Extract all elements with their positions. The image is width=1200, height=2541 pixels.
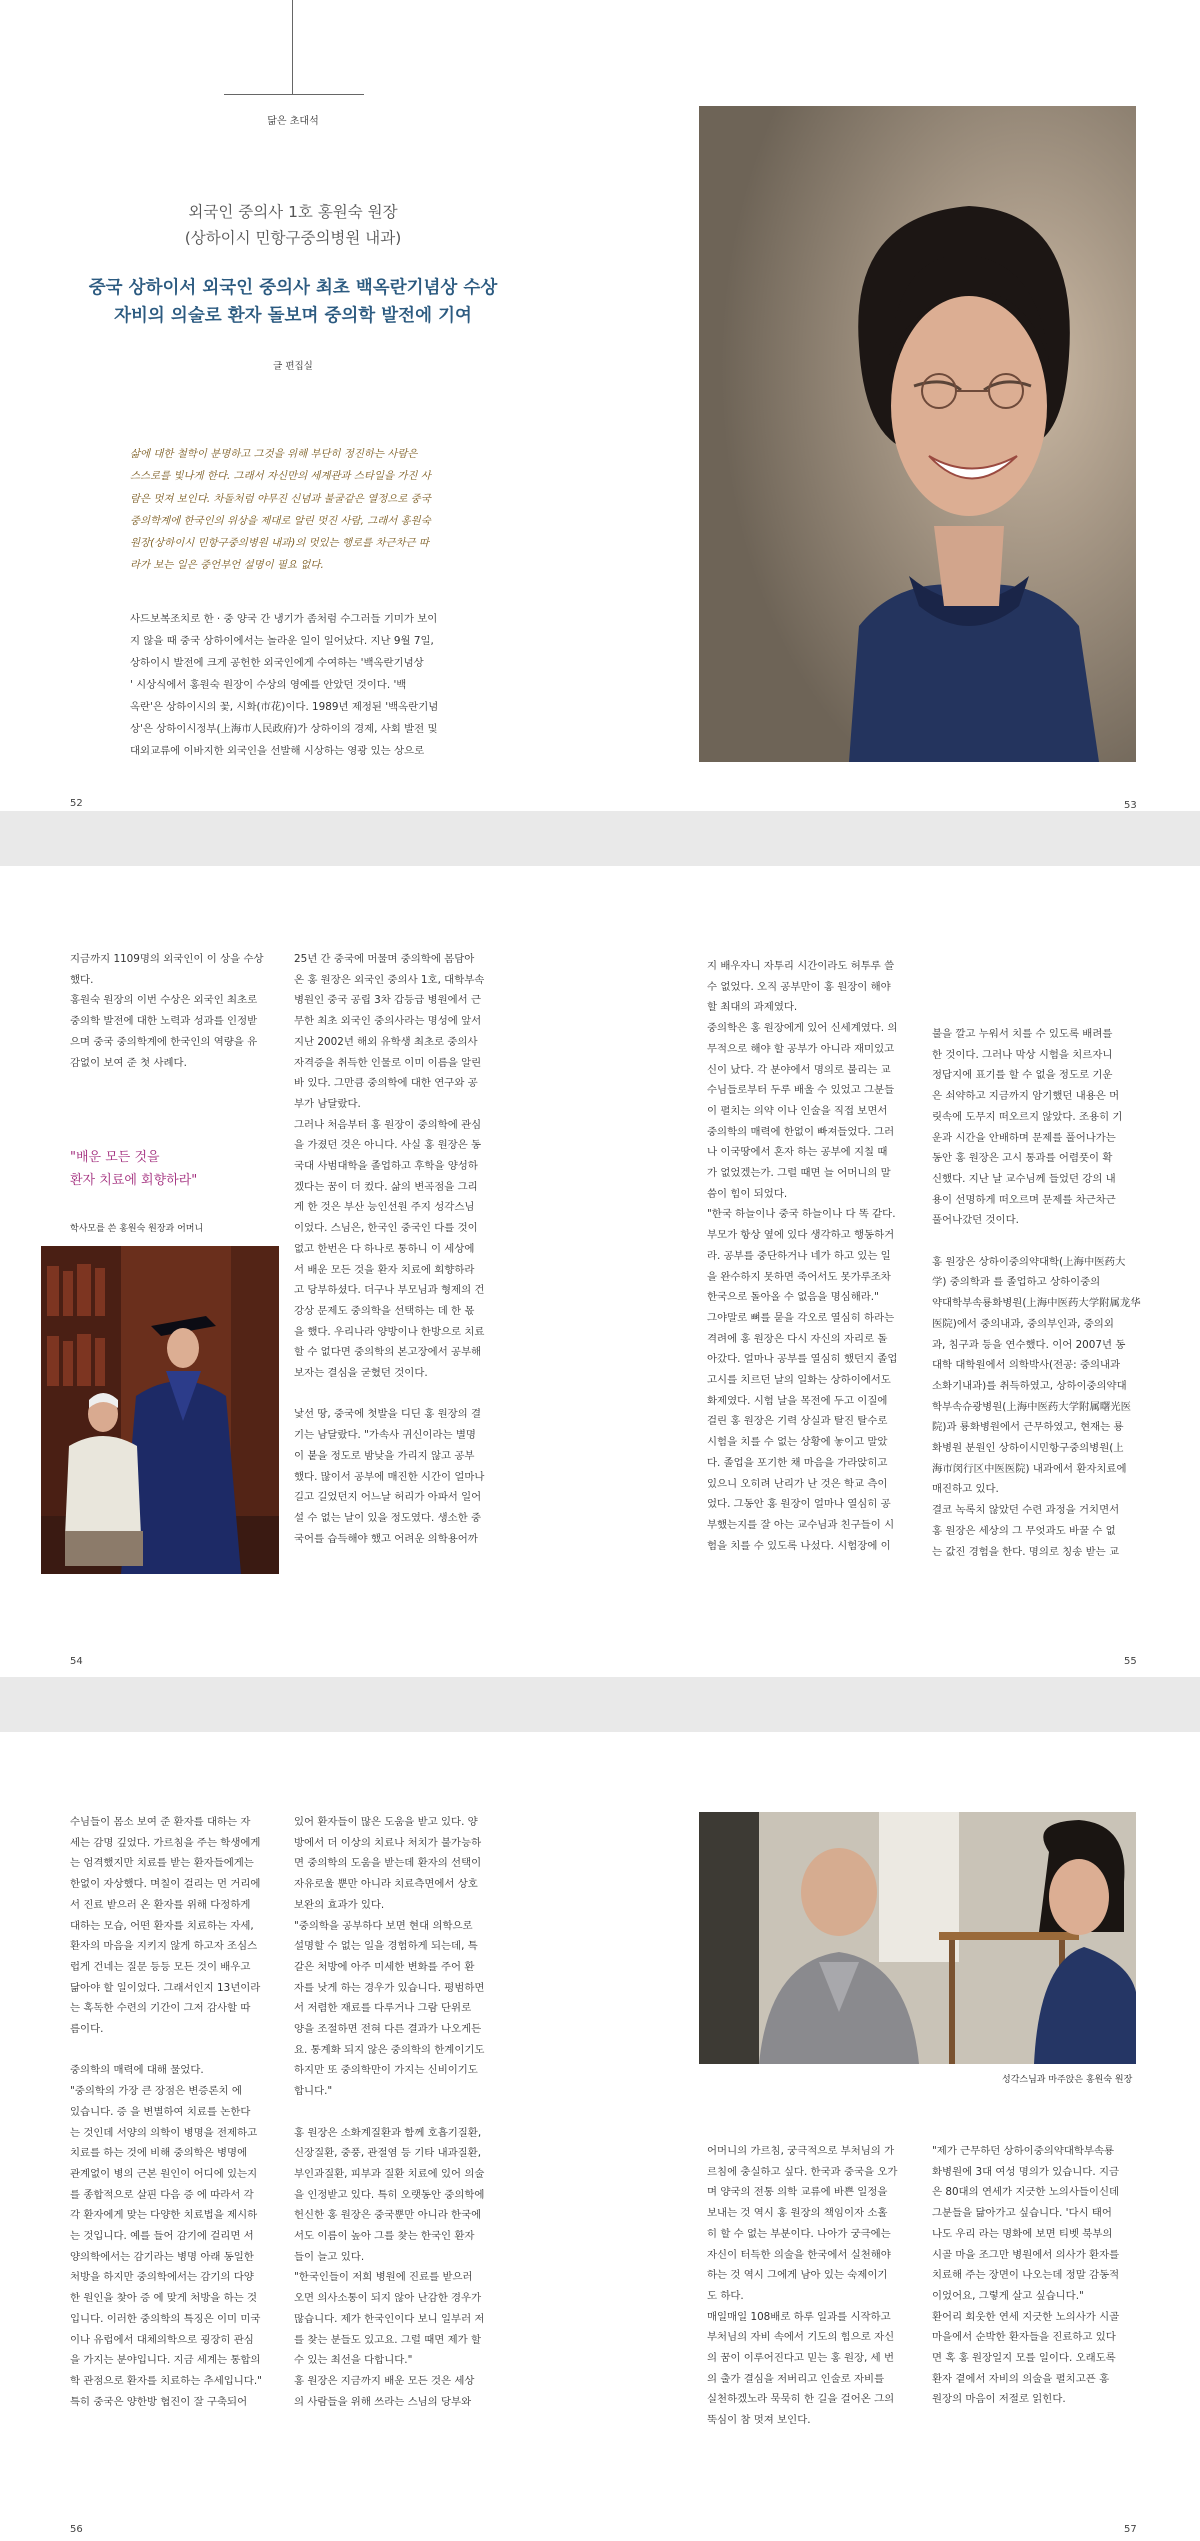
text-line: 院)과 룡화병원에서 근무하였고, 현재는 룡 (932, 1421, 1124, 1434)
text-line: "제가 근무하던 상하이중의약대학부속룡 (932, 2145, 1115, 2157)
text-line (294, 1384, 506, 1405)
spread-pages-54-55 (0, 866, 1200, 1677)
byline: 글 편집실 (273, 361, 313, 372)
text-line: "중의학의 가장 큰 장점은 변증론치 에 (70, 2085, 242, 2098)
subtitle-line-1: 외국인 중의사 1호 홍원숙 원장 (188, 203, 398, 221)
text-line: 오면 의사소통이 되지 않아 난감한 경우가 (294, 2292, 482, 2305)
text-line: 헌신한 홍 원장은 중국뿐만 아니라 한국에 (294, 2209, 482, 2222)
text-line: 이나 유럽에서 대체의학으로 굉장히 관심 (70, 2333, 254, 2346)
text-line: 수 있는 최선을 다합니다." (294, 2354, 413, 2367)
text-line: 럽게 건네는 질문 등등 모든 것이 배우고 (70, 1960, 251, 1973)
text-line: 은 쇠약하고 지금까지 암기했던 내용은 머 (932, 1090, 1120, 1103)
text-line: 소화기내과)를 취득하였고, 상하이중의약대 (932, 1379, 1127, 1392)
graduation-illustration (41, 1246, 279, 1574)
text-line: 중의학 발전에 대한 노력과 성과를 인정받 (70, 1015, 258, 1028)
text-line: 동안 홍 원장은 고시 통과를 어렴풋이 확 (932, 1152, 1113, 1165)
text-line: 병원인 중국 공립 3차 갑등급 병원에서 근 (294, 994, 482, 1007)
text-line: 그러나 처음부터 홍 원장이 중의학에 관심 (294, 1118, 482, 1131)
text-line: 히 할 수 없는 부분이다. 나아가 궁극에는 (707, 2227, 891, 2240)
text-line: 학 관점으로 환자를 치료하는 추세입니다." (70, 2374, 262, 2387)
text-line: 를 찾는 분들도 있고요. 그럴 때면 제가 할 (294, 2333, 482, 2346)
text-line: 는 엄격했지만 치료를 받는 환자들에게는 (70, 1857, 254, 1870)
text-line: 의 꿈이 이루어진다고 믿는 홍 원장, 세 번 (707, 2352, 895, 2365)
text-line: 처방을 하지만 중의학에서는 감기의 다양 (70, 2271, 254, 2284)
text-line: 없고 한번은 다 하나로 통하니 이 세상에 (294, 1242, 475, 1255)
text-line: 서도 이름이 높아 그를 찾는 한국인 환자 (294, 2230, 475, 2243)
text-line: 며 양국의 전통 의학 교류에 바쁜 일정을 (707, 2186, 888, 2199)
text-line: 험을 치를 수 있도록 나섰다. 시험장에 이 (707, 1539, 891, 1552)
text-line: 서 저렴한 재료를 다루거나 그람 단위로 (294, 2002, 472, 2015)
page-52 (0, 0, 600, 811)
text-line: 요. 통계화 되지 않은 중의학의 한계이기도 (294, 2043, 485, 2056)
text-line: 화병원에 3대 여성 명의가 있습니다. 지금 (932, 2165, 1120, 2178)
text-line: "중의학을 공부하다 보면 현대 의학으로 (294, 1919, 473, 1932)
column-3 (707, 2141, 919, 2431)
text-line: 결코 녹록치 않았던 수련 과정을 거치면서 (932, 1504, 1120, 1517)
text-line: 방에서 더 이상의 치료나 처치가 불가능하 (294, 1836, 482, 1849)
text-line: 을 인정받고 있다. 특히 오랫동안 중의학에 (294, 2188, 485, 2201)
lead-line: 스스로를 빛나게 한다. 그래서 자신만의 세계관과 스타일을 가진 사 (130, 470, 431, 483)
text-line: 화제였다. 시험 날을 목전에 두고 이질에 (707, 1394, 888, 1407)
text-line: 어머니의 가르침, 궁극적으로 부처님의 가 (707, 2145, 895, 2157)
text-line: 을 가지는 분야입니다. 지금 세계는 통합의 (70, 2354, 261, 2367)
page-number: 54 (70, 1656, 83, 1667)
text-line: 릿속에 도무지 떠오르지 않았다. 조용히 기 (932, 1110, 1123, 1123)
subtitle-line-2: (상하이시 민항구중의병원 내과) (184, 229, 402, 247)
text-line: 신했다. 지난 날 교수님께 들었던 강의 내 (932, 1172, 1116, 1185)
text-line: 부처님의 자비 속에서 기도의 힘으로 자신 (707, 2331, 895, 2344)
text-line: 양의학에서는 감기라는 병명 아래 동일한 (70, 2250, 254, 2263)
text-line: 이었다. 스님은, 한국인 중국인 다를 것이 (294, 1222, 478, 1235)
page-number: 56 (70, 2524, 83, 2535)
body-line: 옥란'은 상하이시의 꽃, 시화(市花)이다. 1989년 제정된 '백옥란기념 (130, 701, 439, 713)
column-2 (294, 1812, 506, 2412)
text-line: 라. 공부를 중단하거나 네가 하고 있는 일 (707, 1249, 891, 1262)
text-line: 서 진료 받으러 온 환자를 위해 다정하게 (70, 1898, 251, 1911)
pull-quote (70, 1146, 280, 1192)
text-line: 길고 길었던지 어느날 허리가 아파서 일어 (294, 1491, 482, 1504)
text-line: 보자는 결심을 굳혔던 것이다. (294, 1367, 428, 1380)
body-line: 지 않을 때 중국 상하이에서는 놀라운 일이 일어났다. 지난 9월 7일, (130, 635, 434, 647)
text-line: 환자의 마음을 지키지 않게 하고자 조심스 (70, 1940, 258, 1953)
text-line: 실천하겠노라 묵묵히 한 길을 걸어온 그의 (707, 2393, 895, 2406)
header-rule-horizontal (224, 94, 364, 95)
text-line (932, 1231, 1142, 1252)
text-line: 의 출가 결심을 저버리고 인술로 자비를 (707, 2372, 885, 2385)
lead-line: 삶에 대한 철학이 분명하고 그것을 위해 부단히 정진하는 사람은 (130, 448, 418, 460)
text-line: 씀이 힘이 되었다. (707, 1187, 788, 1200)
intro-body (130, 608, 466, 762)
text-line: 医院)에서 중의내과, 중의부인과, 중의외 (932, 1317, 1114, 1330)
body-line: 상하이시 발전에 크게 공헌한 외국인에게 수여하는 '백옥란기념상 (130, 657, 424, 669)
lead-line: 람은 멋져 보인다. 차돌처럼 야무진 신념과 불굴같은 열정으로 중국 (130, 492, 431, 505)
text-line: 고 당부하셨다. 더구나 부모님과 형제의 건 (294, 1284, 485, 1297)
title-line-1: 중국 상하이서 외국인 중의사 최초 백옥란기념상 수상 (88, 278, 498, 298)
text-line: 은 80대의 연세가 지긋한 노의사들이신데 (932, 2186, 1120, 2199)
monk-and-doctor-photo (699, 1812, 1136, 2064)
text-line: 닮아야 할 일이었다. 그래서인지 13년이라 (70, 1981, 261, 1994)
body-line: 대외교류에 이바지한 외국인을 선발해 시상하는 영광 있는 상으로 (130, 745, 425, 757)
text-line: 무적으로 해야 할 공부가 아니라 재미있고 (707, 1042, 895, 1055)
text-line: 海市闵行区中医医院) 내과에서 환자치료에 (932, 1462, 1127, 1475)
text-line: 는 것인데 서양의 의학이 병명을 전제하고 (70, 2126, 258, 2139)
pull-quote-line: 환자 치료에 회향하라" (70, 1173, 198, 1188)
text-line: 불을 깔고 누워서 치를 수 있도록 배려를 (932, 1028, 1113, 1040)
text-line: 하지만 또 중의학만이 가지는 신비이기도 (294, 2064, 478, 2077)
portrait-photo (699, 106, 1136, 762)
text-line: 지난 2002년 해외 유학생 최초로 중의사 (294, 1035, 478, 1048)
text-line: 있으니 오히려 난리가 난 것은 학교 측이 (707, 1477, 888, 1490)
text-line: 감없이 보여 준 첫 사례다. (70, 1056, 187, 1069)
text-line: 겠다는 꿈이 더 컸다. 삶의 변곡점을 그리 (294, 1180, 478, 1193)
text-line: 약대학부속룡화병원(上海中医药大学附属龙华 (932, 1297, 1141, 1310)
text-line: 할 최대의 과제였다. (707, 1001, 798, 1014)
text-line: 홍 원장은 소화계질환과 함께 호흡기질환, (294, 2126, 482, 2139)
spread-pages-52-53 (0, 0, 1200, 811)
text-line: 름이다. (70, 2023, 104, 2036)
text-line: 용이 선명하게 떠오르며 문제를 차근차근 (932, 1193, 1116, 1206)
text-line: 대하는 모습, 어떤 환자를 치료하는 자세, (70, 1919, 254, 1932)
lead-line: 중의학계에 한국인의 위상을 제대로 알린 멋진 사람, 그래서 홍원숙 (130, 514, 431, 527)
text-line: 부인과질환, 피부과 질환 치료에 있어 의술 (294, 2167, 485, 2180)
text-line: 이 붙을 정도로 밤낮을 가리지 않고 공부 (294, 1449, 475, 1462)
text-line: 보완의 효과가 있다. (294, 1898, 385, 1911)
text-line: 학부속슈광병원(上海中医药大学附属曙光医 (932, 1400, 1132, 1413)
text-line: 갈은 처방에 아주 미세한 변화를 주어 환 (294, 1960, 475, 1973)
text-line: 이 펼치는 의약 이나 인술을 직접 보면서 (707, 1104, 888, 1117)
text-line: 많습니다. 제가 한국인이다 보니 일부러 저 (294, 2312, 485, 2325)
page-56 (0, 1732, 600, 2541)
text-line: 다. 졸업을 포기한 채 마음을 가라앉히고 (707, 1456, 888, 1469)
text-line: 했다. (70, 973, 94, 986)
text-line: 을 완수하지 못하면 죽어서도 못가루조차 (707, 1270, 891, 1283)
text-line: 풀어나갔던 것이다. (932, 1214, 1019, 1227)
text-line: 설명할 수 없는 일을 경험하게 되는데, 특 (294, 1940, 478, 1953)
text-line: 기는 남달랐다. "가속사 귀신이라는 별명 (294, 1429, 476, 1442)
column-2 (294, 949, 506, 1549)
text-line: 격려에 홍 원장은 다시 자신의 자리로 돌 (707, 1332, 888, 1345)
page-57 (600, 1732, 1200, 2541)
text-line: 있습니다. 증 을 변별하여 치료를 논한다 (70, 2105, 251, 2118)
text-line: 한 것이다. 그러나 막상 시험을 치르자니 (932, 1048, 1113, 1061)
text-line: 매진하고 있다. (932, 1483, 999, 1496)
text-line: 자신이 터득한 의술을 한국에서 실천해야 (707, 2248, 891, 2261)
portrait-illustration (699, 106, 1136, 762)
text-line: 중의학은 홍 원장에게 있어 신세계였다. 의 (707, 1022, 898, 1035)
text-line: 한국으로 돌아올 수 없음을 명심해라." (707, 1291, 879, 1304)
text-line: 면 중의학의 도움을 받는데 환자의 선택이 (294, 1857, 482, 1870)
text-line: "한국 하늘이나 중국 하늘이나 다 똑 같다. (707, 1208, 896, 1221)
text-line: 있어 환자들이 많은 도움을 받고 있다. 양 (294, 1816, 478, 1828)
page-55 (600, 866, 1200, 1677)
text-line: 국대 사범대학을 졸업하고 후학을 양성하 (294, 1160, 478, 1173)
text-line: 는 혹독한 수련의 기간이 그저 감사할 따 (70, 2002, 251, 2015)
text-line: 한 원인을 찾아 증 에 맞게 처방을 하는 것 (70, 2292, 258, 2305)
text-line: 수님들로부터 두루 배울 수 있었고 그분들 (707, 1084, 895, 1097)
text-line: 치료를 하는 것에 비해 중의학은 병명에 (70, 2147, 248, 2160)
text-line: 세는 감명 깊었다. 가르침을 주는 학생에게 (70, 1836, 261, 1849)
text-line: 부했는지를 잘 아는 교수님과 친구들이 시 (707, 1518, 895, 1531)
text-line: 그야말로 뼈를 묻을 각오로 열심히 하라는 (707, 1311, 895, 1324)
body-line: 상'은 상하이시정부(上海市人民政府)가 상하이의 경제, 사회 발전 및 (130, 723, 438, 735)
text-line: 강상 문제도 중의학을 선택하는 데 한 몫 (294, 1304, 475, 1317)
text-line: 중의학의 매력에 한없이 빠져들었다. 그러 (707, 1125, 895, 1138)
text-line: 신이 났다. 각 분야에서 명의로 불리는 교 (707, 1063, 891, 1076)
lead-line: 라가 보는 일은 중언부언 설명이 필요 없다. (130, 559, 324, 572)
text-line: 25년 간 중국에 머물며 중의학에 몸담아 (294, 953, 475, 965)
text-line: 환어리 회웃한 연세 지긋한 노의사가 시골 (932, 2310, 1120, 2323)
text-line: 었다. 그동안 홍 원장이 얼마나 열심히 공 (707, 1498, 891, 1511)
section-tag: 닮은 초대석 (267, 116, 319, 127)
text-line: 면 혹 홍 원장일지 모를 일이다. 오래도록 (932, 2352, 1116, 2365)
body-line: ' 시상식에서 홍원숙 원장이 수상의 영예를 안았던 것이다. '백 (130, 679, 407, 691)
header-rule-vertical (292, 0, 293, 94)
page-number: 55 (1124, 1656, 1137, 1667)
text-line: 관계없이 병의 근본 원인이 어디에 있는지 (70, 2167, 258, 2180)
text-line: 과, 침구과 등을 연수했다. 이어 2007년 동 (932, 1338, 1126, 1351)
text-line: 으며 중국 중의학계에 한국인의 역량을 유 (70, 1035, 258, 1048)
page-53 (600, 0, 1200, 811)
text-line: 가 없었겠는가. 그럴 때면 늘 어머니의 말 (707, 1167, 891, 1180)
page-54 (0, 866, 600, 1677)
text-line: 홍 원장은 상하이중의약대학(上海中医药大 (932, 1255, 1126, 1268)
text-line: 보내는 것 역시 홍 원장의 책임이자 소홀 (707, 2207, 888, 2220)
text-line: 하는 것 역시 그에게 남아 있는 숙제이기 (707, 2269, 888, 2282)
text-line: 를 종합적으로 살핀 다음 증 에 따라서 각 (70, 2188, 254, 2201)
text-line: 나 이국땅에서 혼자 하는 공부에 지칠 때 (707, 1146, 888, 1159)
text-line: 나도 우리 라는 명화에 보면 티벳 북부의 (932, 2227, 1113, 2240)
page-number: 53 (1124, 800, 1137, 811)
text-line: 무한 최초 외국인 중의사라는 명성에 앞서 (294, 1015, 482, 1028)
text-line: 온 홍 원장은 외국인 중의사 1호, 대학부속 (294, 973, 485, 986)
text-line: 게 한 것은 부산 능인선원 주지 성각스님 (294, 1201, 475, 1214)
text-line: 설 수 없는 날이 있을 정도였다. 생소한 중 (294, 1511, 482, 1524)
text-line: "한국인들이 저희 병원에 진료를 받으러 (294, 2271, 473, 2284)
text-line: 는 값진 경험을 한다. 명의로 칭송 받는 교 (932, 1545, 1120, 1558)
text-line: 각 환자에게 맞는 다양한 치료법을 제시하 (70, 2209, 258, 2222)
text-line: 도 하다. (707, 2289, 744, 2302)
text-line: 시골 마을 조그만 병원에서 의사가 환자를 (932, 2248, 1120, 2261)
monk-and-doctor-illustration (699, 1812, 1136, 2064)
text-line: 한없이 자상했다. 며칠이 걸리는 먼 거리에 (70, 1878, 261, 1891)
text-line: 대학 대학원에서 의학박사(전공: 중의내과 (932, 1359, 1121, 1372)
text-line: 특히 중국은 양한방 협진이 잘 구축되어 (70, 2395, 248, 2408)
text-line: 국어를 습득해야 했고 어려운 의학용어까 (294, 1532, 478, 1545)
text-line: 는 것입니다. 예를 들어 감기에 걸리면 서 (70, 2230, 254, 2243)
lead-paragraph (130, 443, 466, 577)
text-line: 그분들을 닮아가고 싶습니다. '다시 태어 (932, 2207, 1112, 2220)
column-1-top (70, 949, 280, 1073)
text-line: 수님들이 몸소 보여 준 환자를 대하는 자 (70, 1816, 251, 1828)
text-line: 을 가졌던 것은 아니다. 사실 홍 원장은 동 (294, 1139, 482, 1152)
text-line: 르침에 충실하고 싶다. 한국과 중국을 오가 (707, 2165, 898, 2178)
pull-quote-line: "배운 모든 것을 (70, 1150, 160, 1165)
text-line: 아갔다. 얼마나 공부를 열심히 했던지 졸업 (707, 1353, 898, 1366)
lead-line: 원장(상하이시 민항구중의병원 내과)의 멋있는 행로를 차근차근 따 (130, 537, 429, 550)
text-line: 뚝심이 참 멋져 보인다. (707, 2414, 811, 2427)
text-line: 걸린 홍 원장은 기력 상실과 탈진 탈수로 (707, 1415, 888, 1428)
text-line: 홍 원장은 지금까지 배운 모든 것은 세상 (294, 2374, 475, 2387)
text-line: 부가 남달랐다. (294, 1097, 361, 1110)
text-line: 들이 늘고 있다. (294, 2250, 365, 2263)
text-line: 수 없었다. 오직 공부만이 홍 원장이 해야 (707, 980, 891, 993)
text-line: 입니다. 이러한 중의학의 특징은 이미 미국 (70, 2312, 261, 2325)
text-line: 고시를 치르던 날의 일화는 상하이에서도 (707, 1374, 891, 1387)
text-line: 낯선 땅, 중국에 첫발을 디딘 홍 원장의 결 (294, 1408, 482, 1421)
page-number: 57 (1124, 2524, 1137, 2535)
column-4 (932, 1024, 1142, 1562)
photo-caption: 학사모를 쓴 홍원숙 원장과 어머니 (70, 1224, 204, 1234)
column-1 (70, 1812, 282, 2412)
spread-pages-56-57 (0, 1732, 1200, 2541)
title-line-2: 자비의 의술로 환자 돌보며 중의학 발전에 기여 (114, 306, 472, 326)
text-line (294, 2102, 506, 2123)
text-line: 원장의 마음이 저절로 읽힌다. (932, 2393, 1066, 2406)
text-line: 정답지에 표기를 할 수 없을 정도로 기운 (932, 1069, 1113, 1082)
text-line: 자유로울 뿐만 아니라 치료측면에서 상호 (294, 1878, 478, 1891)
text-line: 홍원숙 원장의 이번 수상은 외국인 최초로 (70, 994, 258, 1007)
text-line: 부모가 항상 옆에 있다 생각하고 행동하거 (707, 1229, 895, 1242)
column-3 (707, 956, 919, 1556)
text-line: 지 배우자니 자투리 시간이라도 허투루 쓸 (707, 960, 895, 972)
text-line: 자를 낫게 하는 경우가 있습니다. 평범하면 (294, 1981, 485, 1994)
text-line: 환자 곁에서 자비의 의술을 펼치고픈 홍 (932, 2372, 1110, 2385)
text-line: 치료해 주는 장면이 나오는데 정말 감동적 (932, 2269, 1120, 2282)
body-line: 사드보복조치로 한 · 중 양국 간 냉기가 좀처럼 수그러들 기미가 보이 (130, 613, 438, 625)
text-line: 의 사람들을 위해 쓰라는 스님의 당부와 (294, 2395, 472, 2408)
text-line: 지금까지 1109명의 외국인이 이 상을 수상 (70, 953, 264, 965)
text-line: 화병원 분원인 상하이시민항구중의병원(上 (932, 1442, 1124, 1455)
text-line: 자격증을 취득한 인물로 이미 이름을 알린 (294, 1056, 482, 1069)
graduation-photo (41, 1246, 279, 1574)
text-line: 바 있다. 그만큼 중의학에 대한 연구와 공 (294, 1077, 478, 1090)
text-line: 합니다." (294, 2085, 333, 2098)
text-line: 마을에서 순박한 환자들을 진료하고 있다 (932, 2331, 1116, 2344)
text-line (70, 2040, 282, 2061)
text-line: 운과 시간을 안배하며 문제를 풀어나가는 (932, 1131, 1116, 1144)
column-4 (932, 2141, 1142, 2410)
text-line: 매일매일 108배로 하루 일과를 시작하고 (707, 2310, 891, 2323)
text-line: 을 했다. 우리나라 양방이나 한방으로 치료 (294, 1325, 485, 1338)
text-line: 서 배운 모든 것을 환자 치료에 회향하라 (294, 1263, 475, 1276)
text-line: 시험을 치를 수 없는 상황에 놓이고 말았 (707, 1436, 888, 1449)
text-line: 했다. 많이서 공부에 매진한 시간이 얼마나 (294, 1470, 485, 1483)
text-line: 홍 원장은 세상의 그 무엇과도 바꿀 수 없 (932, 1524, 1116, 1537)
text-line: 学) 중의학과 를 졸업하고 상하이중의 (932, 1276, 1101, 1289)
text-line: 이었어요, 그렇게 살고 싶습니다." (932, 2289, 1084, 2302)
photo-caption: 성각스님과 마주앉은 홍원숙 원장 (1002, 2075, 1133, 2085)
text-line: 양을 조절하면 전혀 다른 결과가 나오게든 (294, 2023, 482, 2036)
text-line: 신장질환, 중풍, 관절염 등 기타 내과질환, (294, 2147, 482, 2160)
text-line: 중의학의 매력에 대해 물었다. (70, 2064, 204, 2077)
page-number: 52 (70, 798, 83, 809)
text-line: 할 수 없다면 중의학의 본고장에서 공부해 (294, 1346, 482, 1359)
